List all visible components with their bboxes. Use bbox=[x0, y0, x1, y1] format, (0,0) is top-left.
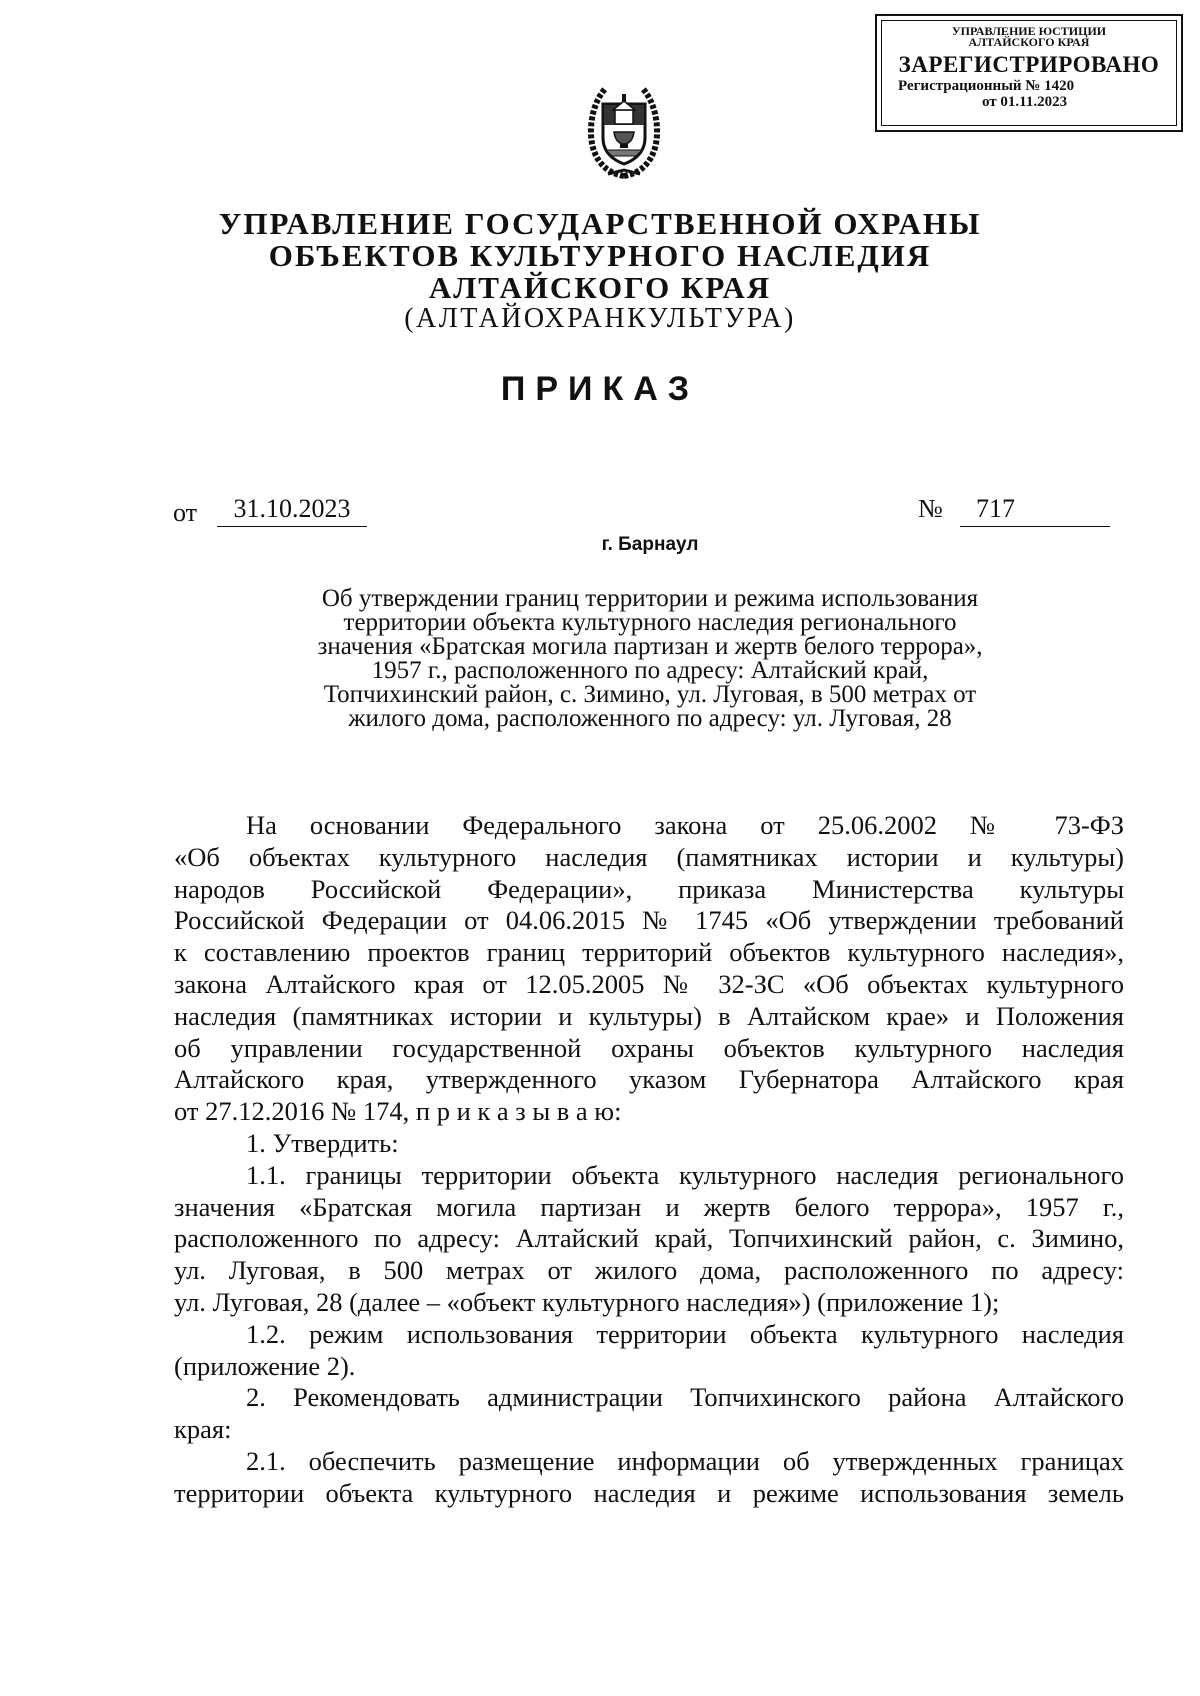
body-line: края: bbox=[174, 1414, 232, 1445]
body-line: Алтайского края, утвержденного указом Губернатора Алтайского края bbox=[174, 1064, 1124, 1095]
subject-line: Топчихинский район, с. Зимино, ул. Луговая, в 500 метрах от bbox=[323, 681, 977, 708]
body-line: народов Российской Федерации», приказа Министерства культуры bbox=[174, 873, 1124, 904]
stamp-title: ЗАРЕГИСТРИРОВАНО bbox=[898, 52, 1160, 77]
coat-of-arms-icon bbox=[586, 76, 662, 180]
body-line: 2.1. обеспечить размещение информации об утвержденных границах bbox=[246, 1445, 1124, 1476]
city: г. Барнаул bbox=[601, 534, 699, 555]
number-prefix: № bbox=[918, 494, 943, 523]
body-line: Российской Федерации от 04.06.2015 № 1745 «Об утверждении требований bbox=[174, 905, 1124, 936]
stamp-org: УПРАВЛЕНИЕ ЮСТИЦИИ АЛТАЙСКОГО КРАЯ bbox=[951, 24, 1107, 49]
stamp-date: от 01.11.2023 bbox=[982, 94, 1068, 110]
body-line: 1.1. границы территории объекта культурного наследия регионального bbox=[246, 1159, 1124, 1190]
body-line: 2. Рекомендовать администрации Топчихинского района Алтайского bbox=[246, 1382, 1124, 1413]
body-line: территории объекта культурного наследия и режиме использования земель bbox=[174, 1477, 1124, 1508]
agency-short-name: (АЛТАЙОХРАНКУЛЬТУРА) bbox=[404, 303, 796, 334]
date-prefix: от bbox=[173, 498, 198, 527]
body-line: расположенного по адресу: Алтайский край, Топчихинский район, с. Зимино, bbox=[174, 1223, 1124, 1254]
body-line: 1.2. режим использования территории объекта культурного наследия bbox=[246, 1318, 1124, 1349]
stamp-frame bbox=[881, 20, 1177, 126]
body-line: ул. Луговая, в 500 метрах от жилого дома, расположенного по адресу: bbox=[174, 1255, 1124, 1286]
registration-stamp bbox=[875, 14, 1183, 132]
body-line: ул. Луговая, 28 (далее – «объект культурного наследия») (приложение 1); bbox=[174, 1286, 1000, 1317]
subject-line: территории объекта культурного наследия регионального bbox=[343, 609, 957, 636]
body-line: «Об объектах культурного наследия (памятниках истории и культуры) bbox=[174, 841, 1124, 872]
body-line: от 27.12.2016 № 174, п р и к а з ы в а ю: bbox=[174, 1096, 622, 1127]
document-type: ПРИКАЗ bbox=[500, 370, 700, 408]
subject-line: значения «Братская могила партизан и жертв белого террора», bbox=[317, 633, 983, 660]
order-subject bbox=[220, 587, 1080, 731]
subject-line: Об утверждении границ территории и режима использования bbox=[321, 585, 979, 612]
body-line: наследия (памятниках истории и культуры) в Алтайском крае» и Положения bbox=[174, 1000, 1124, 1031]
agency-name-line3: АЛТАЙСКОГО КРАЯ bbox=[428, 270, 772, 305]
body-line: значения «Братская могила партизан и жертв белого террора», 1957 г., bbox=[174, 1191, 1124, 1222]
order-number: 717 bbox=[960, 494, 1110, 527]
agency-name-line1: УПРАВЛЕНИЕ ГОСУДАРСТВЕННОЙ ОХРАНЫ bbox=[218, 206, 982, 241]
body-line: закона Алтайского края от 12.05.2005 № 32-ЗС «Об объектах культурного bbox=[174, 968, 1124, 999]
stamp-reg-number: Регистрационный № 1420 bbox=[898, 78, 1075, 94]
body-line: к составлению проектов границ территорий объектов культурного наследия», bbox=[174, 937, 1124, 968]
body-line: 1. Утвердить: bbox=[246, 1127, 399, 1158]
body-line: (приложение 2). bbox=[174, 1350, 356, 1381]
subject-line: 1957 г., расположенного по адресу: Алтайский край, bbox=[371, 657, 929, 684]
order-date: 31.10.2023 bbox=[217, 494, 367, 527]
agency-name-line2: ОБЪЕКТОВ КУЛЬТУРНОГО НАСЛЕДИЯ bbox=[268, 238, 932, 273]
order-body bbox=[174, 810, 1124, 1510]
body-line: об управлении государственной охраны объектов культурного наследия bbox=[174, 1032, 1124, 1063]
subject-line: жилого дома, расположенного по адресу: ул. Луговая, 28 bbox=[348, 705, 952, 732]
body-line: На основании Федерального закона от 25.06.2002 № 73-ФЗ bbox=[246, 810, 1124, 840]
